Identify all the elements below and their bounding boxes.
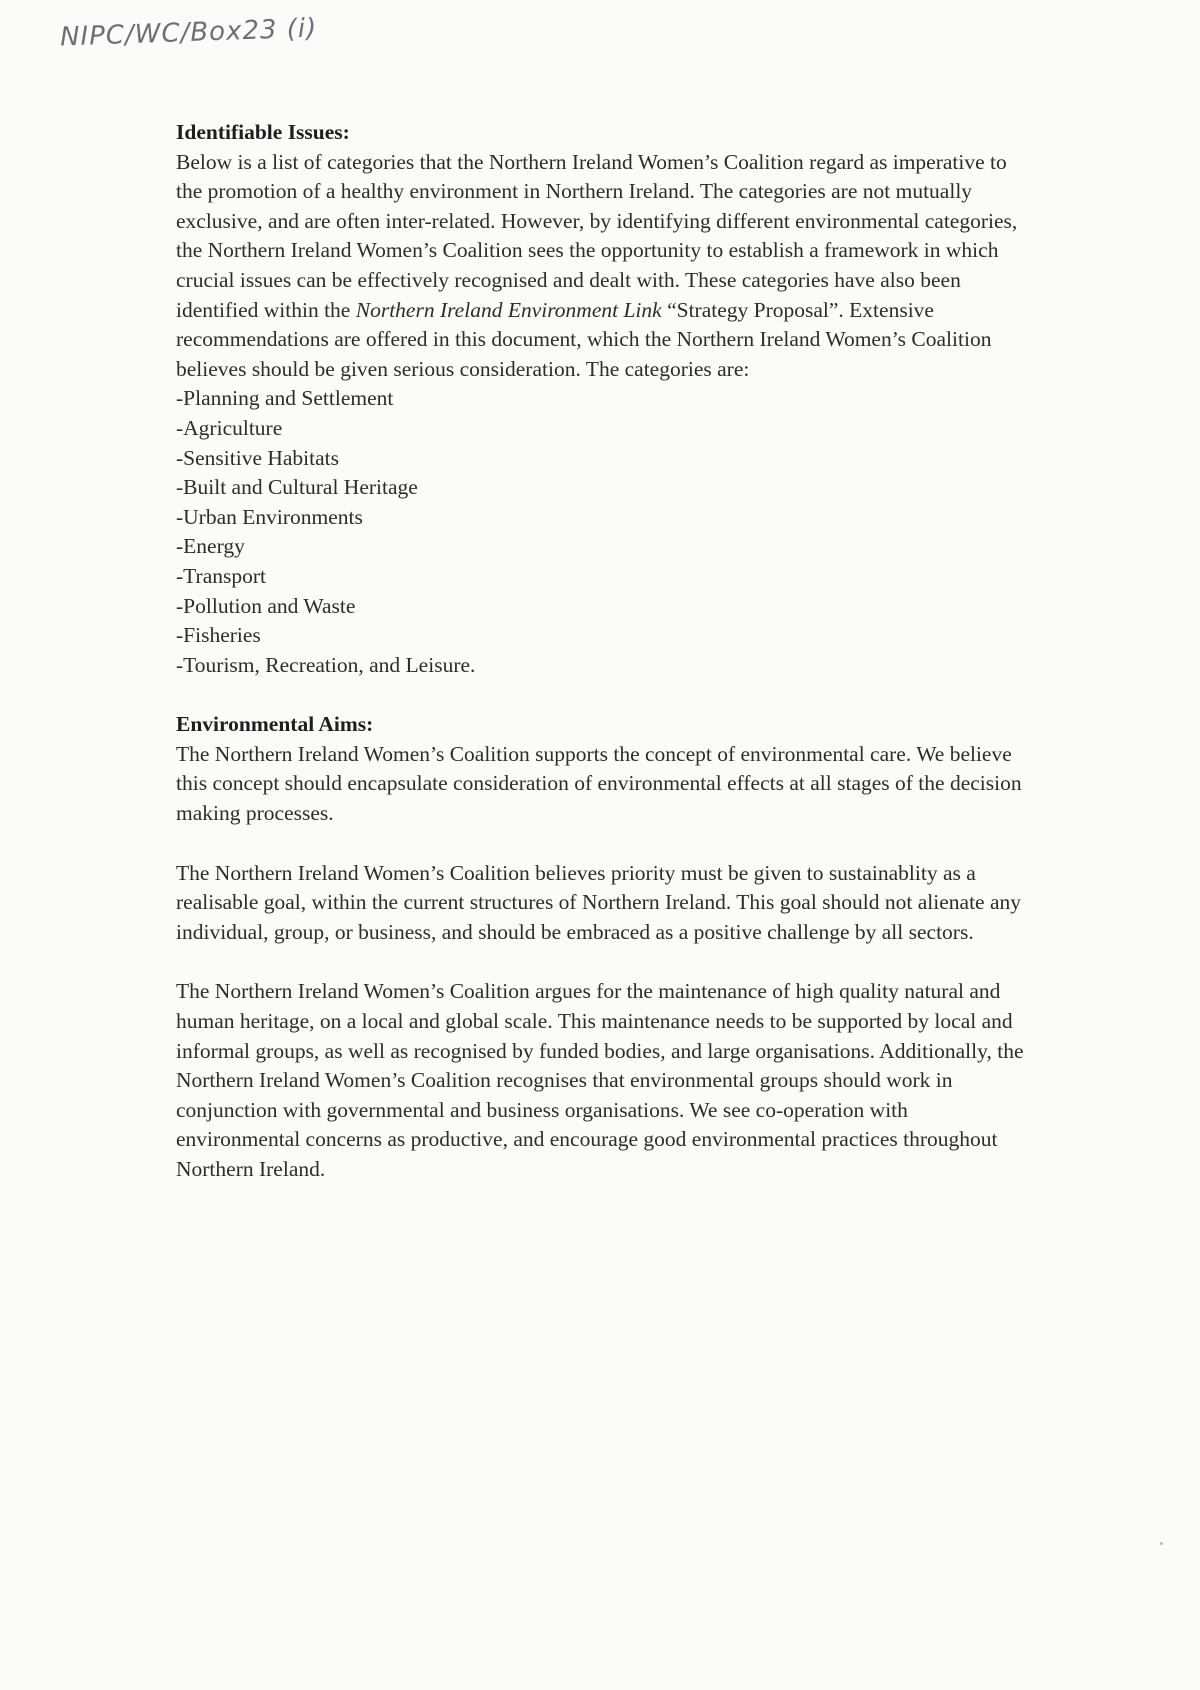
category-item: -Agriculture <box>176 415 283 440</box>
category-item: -Transport <box>176 563 266 588</box>
category-item: -Tourism, Recreation, and Leisure. <box>176 652 476 677</box>
archive-reference-annotation: NIPC/WC/Box23 (i) <box>59 13 318 53</box>
category-item: -Planning and Settlement <box>176 386 394 411</box>
intro-text-end: “Strategy Proposal”. Extensive recommendations are offered in this document, which the Northern Ireland Women’s Coalition believes should be given serious consideration. The categories are: <box>176 297 992 381</box>
environment-link-title: Northern Ireland Environment Link <box>355 297 662 322</box>
section-spacer <box>176 680 1036 710</box>
category-item: -Energy <box>176 534 245 559</box>
categories-list <box>176 384 1036 680</box>
identifiable-issues-heading: Identifiable Issues: <box>176 120 350 144</box>
category-item: -Sensitive Habitats <box>176 445 340 470</box>
paragraph-spacer <box>176 829 1036 859</box>
document-body <box>176 118 1036 1185</box>
scan-speck <box>1160 1542 1163 1545</box>
aims-paragraph-1: The Northern Ireland Women’s Coalition supports the concept of environmental care. We believe this concept should encapsulate consideration of environmental effects at all stages of the decision making processes. <box>176 741 1022 826</box>
identifiable-issues-section <box>176 118 1036 680</box>
intro-text-start: Below is a list of categories that the Northern Ireland Women’s Coalition regard as imperative to the promotion of a healthy environment in Northern Ireland. The categories are not mutually exclusive, and are often inter-related. However, by identifying different environmental categories, the Northern Ireland Women’s Coalition sees the opportunity to establish a framework in which crucial issues can be effectively recognised and dealt with. These categories have also been identified within the <box>176 149 1018 322</box>
category-item: -Fisheries <box>176 623 261 648</box>
aims-paragraph-2: The Northern Ireland Women’s Coalition believes priority must be given to sustainablity as a realisable goal, within the current structures of Northern Ireland. This goal should not alienate any individual, group, or business, and should be embraced as a positive challenge by all sectors. <box>176 860 1022 944</box>
environmental-aims-heading: Environmental Aims: <box>176 712 374 737</box>
paragraph-spacer <box>176 947 1036 977</box>
identifiable-issues-intro <box>176 148 1036 385</box>
category-item: -Urban Environments <box>176 504 363 529</box>
environmental-aims-section <box>176 710 1036 1184</box>
category-item: -Pollution and Waste <box>176 593 356 618</box>
aims-paragraph-3: The Northern Ireland Women’s Coalition argues for the maintenance of high quality natural and human heritage, on a local and global scale. This maintenance needs to be supported by local and informal groups, as well as recognised by funded bodies, and large organisations. Additionally, the Northern Ireland Women’s Coalition recognises that environmental groups should work in conjunction with governmental and business organisations. We see co-operation with environmental concerns as productive, and encourage good environmental practices throughout Northern Ireland. <box>176 979 1024 1181</box>
category-item: -Built and Cultural Heritage <box>176 475 418 500</box>
